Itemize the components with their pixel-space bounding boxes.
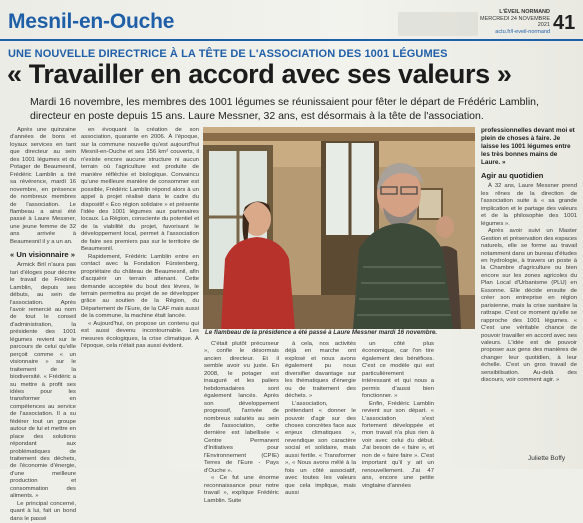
paragraph: « Aujourd'hui, on propose un contenu qui est aussi devenu incontournable. Les mesures écologiques, la crise climatique. À l'époque, cela n'était pas aussi évident. [81,320,199,350]
header-divider [0,39,583,41]
article-headline: « Travailler en accord avec ses valeurs » [7,59,512,89]
text-column-6 [481,127,577,453]
paragraph-lead: professionnelles devant moi et plein de choses à faire. Je laisse les 1001 légumes entre les très bonnes mains de Laure. » [481,127,575,167]
page-number: 41 [553,12,576,34]
paragraph: À 32 ans, Laure Messner prend les rênes de la direction de l'association suite à « sa grande implication et le partage des valeurs et de la philosophie des 1001 légumes ». [481,183,577,227]
author-byline: Juliette Boffy [528,455,566,462]
section-town-title: Mesnil-en-Ouche [8,10,175,33]
subheading: « Un visionnaire » [10,250,75,260]
paragraph: Le principal concerné, quant à lui, fait un bond dans le passé [10,500,76,522]
paragraph: Armick Bril n'aura pas tari d'éloges pour décrire le travail de Frédéric Lamblin, depuis ses débuts, au sein de l'association. Après l'avoir remercié au nom de tout le conseil d'administration, la présidente des 1001 légumes revient sur le parcours de celui qu'elle perçoit comme « un visionnaire » sur le traitement de la biodiversité. « Frédéric a su mettre à profit ses idées pour les transformer en compétences au service de l'association. Il a su fédérer tout un groupe autour de lui et mettre en place des solutions répondant aux problématiques de traitement des déchets, de l'économie d'énergie, d'une meilleure production et consommation des aliments. » [10,262,76,500]
paragraph: L'association, prétendant « donner le pouvoir d'agir sur des choses concrètes face aux enjeux climatiques », revendique son caractère social et solidaire, mais aussi fertile. « Transformer », « Nous avons mêlé à la fois un côté associatif, avec toutes les valeurs que cela implique, mais aussi [285,400,356,497]
text-column-2 [81,127,199,465]
text-column-4 [285,341,356,497]
page-header [0,0,583,42]
text-column-1 [10,127,76,522]
watermark-stamp [398,12,478,36]
subheading: Agir au quotidien [481,171,544,181]
paragraph: en évoquant la création de son association, quarante en 2006. À l'époque, sur la commune nouvelle qu'est aujourd'hui Mesnil-en-Ouche et ses 156 km² couverts, il n'existe encore aucune structure ni aucun terrain où l'agriculture est produite de manière réfléchie et biologique. Convaincu qu'une meilleure manière de consommer est possible, Frédéric Lamblin répond alors à un appel à projet réalisé dans le cadre du dispositif « Éco région solidaire » et présente l'idée des 1001 légumes aux partenaires locaux. La Région, consciente du potentiel et de la viabilité du projet, favorisant le développement local, permet à l'association de faire ses premiers pas sur le territoire de Beaumesnil. [81,127,199,253]
paragraph: Après une quinzaine d'années de bons et loyaux services en tant que directeur au sein des 1001 légumes et du Potager de Beaumesnil, Frédéric Lamblin a tiré sa révérence, mardi 16 novembre, en présence de nombreux membres de l'association. Le flambeau a ainsi été passé à Laure Messner, une jeune femme de 32 ans arrivée à Beaumesnil il y a un an. [10,127,76,245]
photo-illustration [203,127,475,329]
paper-name: L'ÉVEIL NORMAND [499,9,550,15]
paragraph: à cela, nos activités déjà en marche ont explosé et nous avons également pu nous diversifier davantage sur les thématiques d'énergie ou de traitement des déchets. » [285,341,356,400]
paragraph: Rapidement, Frédéric Lamblin entre en contact avec la Fondation Fürstenberg, propriétaire du château de Beaumesnil, afin d'acquérir un terrain attenant. Cette demande acceptée du bout des lèvres, le terrain permettra au projet de se développer grâce au soutien de la Région, du Département de l'Eure, de la CAF mais aussi de la commune, la machine était lancée. [81,253,199,320]
article-kicker: UNE NOUVELLE DIRECTRICE À LA TÊTE DE L'ASSOCIATION DES 1001 LÉGUMES [8,48,448,60]
paragraph: un côté plus économique, car l'on tire également des bénéfices. C'est ce modèle qui est particulièrement intéressant et qui nous a permis d'aussi bien fonctionner. » [362,341,434,400]
article-photo [203,127,475,329]
photo-caption: Le flambeau de la présidence a été passé à Laure Messner mardi 16 novembre. [205,329,438,336]
article-chapo: Mardi 16 novembre, les membres des 1001 légumes se réunissaient pour fêter le départ de Frédéric Lamblin, directeur en poste depuis 15 ans. Laure Messner, 32 ans, est désormais à la tête de l'association. [30,96,539,122]
paragraph: « Ce fut une énorme reconnaissance pour notre travail », explique Frédéric Lamblin. Suite [204,475,279,504]
text-column-3 [204,341,279,504]
paper-meta [478,9,550,35]
edition-url: actu.fr/l-eveil-normand [495,28,550,35]
paragraph: C'était plutôt précurseur », confie le désormais ancien directeur. Et il semble avoir vu juste. En 2008, le potager est inauguré et les paliers hebdomadaires sont également lancés. Après son développement progressif, l'arrivée de nombreux salariés au sein de l'association, cette dernière est labellisée « Centre Permanent d'Initiatives pour l'Environnement (CPIE) Terres de l'Eure - Pays d'Ouche ». [204,341,279,474]
text-column-5 [362,341,434,489]
paragraph: Enfin, Frédéric Lamblin revient sur son départ. « L'association s'est fortement développée et mon travail n'a plus rien à voir avec celui du début. J'ai besoin de « faire », et non de « faire faire ». C'est important qu'il y ait un renouvellement. J'ai 47 ans, encore une petite vingtaine d'années [362,400,434,489]
issue-date: MERCREDI 24 NOVEMBRE 2021 [480,15,550,28]
paragraph: Après avoir suivi un Master Gestion et préservation des espaces naturels, elle se forme au travail notamment dans un bureau d'études en hydrologie, à travers un poste à la Chambre d'agriculture ou bien encore sur les zones agricoles du Plan Local d'Urbanisme (PLU) en Essonne. Elle décide ensuite de créer son entreprise en région parisienne, mais la crise sanitaire la rattrape. C'est ce moment qu'elle se rapproche des 1001 légumes. « C'est une véritable chance de pouvoir travailler en accord avec ses valeurs. L'idée est de pouvoir proposer aux gens des manières de changer leur quotidien, à leur échelle. C'est un gros travail de sensibilisation. Au-delà des discours, voir comment agir. » [481,228,577,384]
